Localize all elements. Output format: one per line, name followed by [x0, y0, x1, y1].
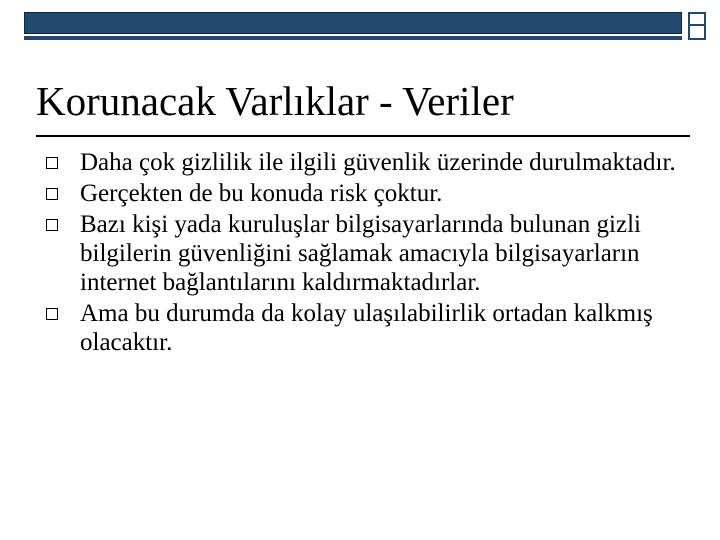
title-divider: [36, 135, 690, 137]
bullet-item: [44, 210, 684, 297]
bullet-text: Ama bu durumda da kolay ulaşılabilirlik ortadan kalkmış olacaktır.: [80, 300, 653, 356]
slide-title: Korunacak Varlıklar - Veriler: [36, 78, 514, 124]
header-decor-underline: [24, 36, 682, 40]
bullet-text: Gerçekten de bu konuda risk çoktur.: [80, 180, 443, 207]
hollow-square-bullet-icon: [46, 219, 58, 231]
bullet-item: [44, 148, 684, 177]
hollow-square-bullet-icon: [46, 157, 58, 169]
header-decor-bar: [24, 12, 682, 34]
corner-square-icon: [688, 12, 706, 40]
bullet-text: Bazı kişi yada kuruluşlar bilgisayarlarında bulunan gizli bilgilerin güvenliğini sağlamak amacıyla bilgisayarların internet bağlantılarını kaldırmaktadırlar.: [80, 211, 641, 296]
hollow-square-bullet-icon: [46, 188, 58, 200]
bullet-item: [44, 299, 684, 357]
bullet-list: [44, 148, 684, 359]
hollow-square-bullet-icon: [46, 308, 58, 320]
bullet-item: [44, 179, 684, 208]
bullet-text: Daha çok gizlilik ile ilgili güvenlik üzerinde durulmaktadır.: [80, 149, 676, 176]
